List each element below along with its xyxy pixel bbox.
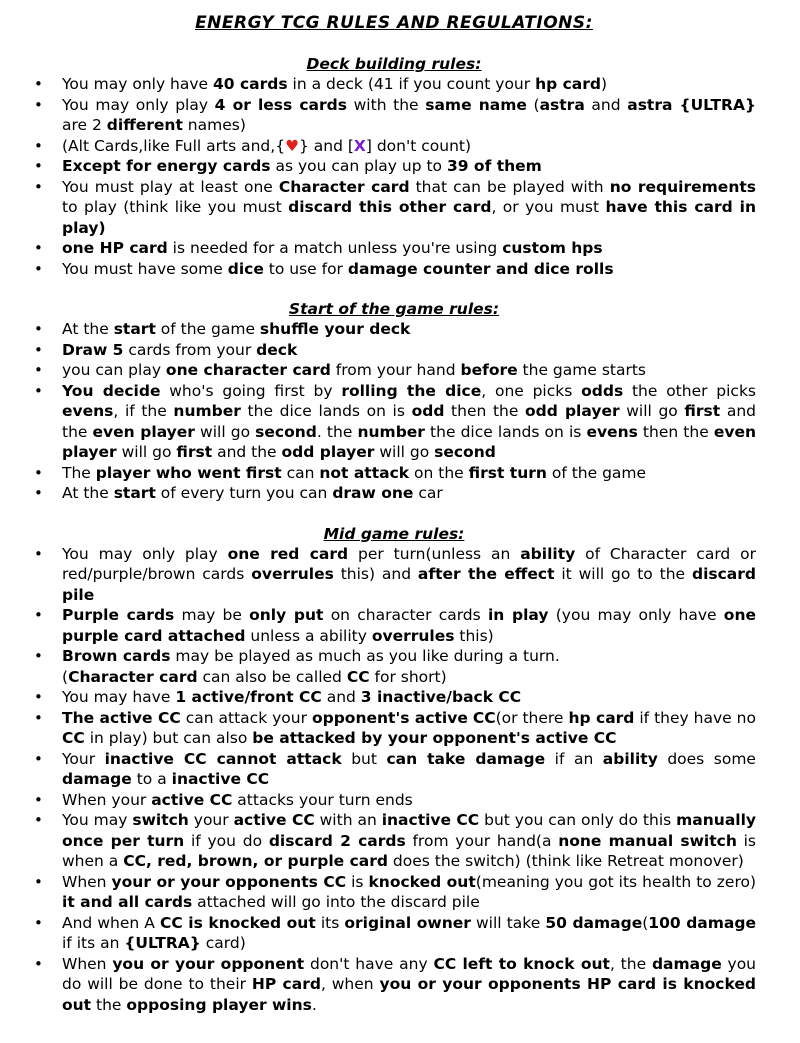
rule-text: can attack your [180, 708, 312, 727]
bold-text: CC is knocked out [160, 913, 316, 932]
bold-text: start [113, 320, 156, 338]
rule-item [32, 483, 756, 504]
bold-text: draw one [332, 484, 414, 502]
rule-item [32, 463, 756, 484]
bold-text: be attacked by your opponent's active CC [252, 729, 617, 747]
rule-text: for short) [369, 667, 447, 686]
rule-text: don't have any [304, 954, 434, 973]
bold-text: odd player [525, 402, 620, 420]
rule-text: will go [116, 443, 177, 461]
bold-text: original owner [344, 913, 471, 932]
rule-text: will take [470, 913, 546, 932]
bold-text: evens [62, 402, 114, 420]
bold-text: only put [249, 606, 324, 624]
bold-text: one red card [227, 544, 349, 563]
rule-text: attached will go into the discard pile [192, 893, 480, 911]
bold-text: after the effect [417, 565, 555, 583]
bold-text: 3 inactive/back CC [360, 688, 522, 706]
rule-text: When [62, 954, 113, 973]
rule-text: the dice lands on is [240, 402, 412, 420]
rule-item [32, 913, 756, 954]
rule-text: will go [619, 402, 685, 420]
rule-text: . the [316, 422, 358, 441]
rule-text: The [62, 463, 96, 482]
bold-text: odd [411, 402, 445, 420]
bold-text: number [357, 422, 425, 441]
bold-text: no requirements [609, 177, 756, 196]
rule-text: this) [454, 626, 494, 645]
bold-text: custom hps [502, 239, 603, 257]
rule-item [32, 238, 756, 259]
bold-text: before [460, 361, 518, 379]
rule-text: on character cards [323, 606, 488, 624]
rule-item [32, 605, 756, 646]
bold-text: {ULTRA} [124, 934, 201, 952]
rule-text: will go [374, 443, 435, 461]
rule-item [32, 156, 756, 177]
rule-text: and the [62, 402, 756, 441]
rule-text: ) [600, 75, 608, 93]
rule-text: You must have some [62, 259, 228, 278]
bold-text: opponent's active [311, 708, 468, 727]
rule-text: ( [62, 667, 69, 686]
rule-text: the game starts [517, 361, 646, 379]
rule-text: can also be called [197, 667, 347, 686]
rule-text: and [584, 95, 628, 114]
bold-text: deck [256, 340, 298, 359]
rule-text: (Alt Cards,like Full arts and,{ [62, 136, 286, 155]
rule-text: to play (think like you must [62, 198, 289, 216]
bold-text: 100 damage [648, 913, 756, 932]
cross-symbol: X [353, 136, 366, 155]
rule-text: , when [320, 975, 380, 993]
rule-text: per turn(unless an [348, 544, 521, 563]
rule-text: you do will be done to their [62, 954, 757, 993]
bold-text: Except for energy cards [62, 157, 271, 175]
bold-text: same name [425, 95, 527, 114]
rule-item [32, 646, 756, 667]
rule-text: of every turn you can [155, 484, 333, 502]
bold-text: damage counter and dice rolls [347, 259, 614, 278]
section-deck-building-rules [32, 54, 756, 279]
bold-text: overrules [371, 626, 455, 645]
rule-item [32, 136, 756, 157]
bold-text: astra [539, 95, 585, 114]
bold-text: even player [62, 422, 757, 461]
rule-list [32, 319, 756, 504]
rule-text: this) and [333, 565, 418, 583]
bold-text: none manual switch [558, 831, 737, 850]
rule-text: names) [182, 116, 246, 134]
bold-text: one HP card [62, 239, 168, 257]
rule-text: the dice lands on is [424, 422, 587, 441]
rule-item [32, 381, 756, 463]
bold-text: Character card [68, 667, 198, 686]
rule-text: it will go to the [554, 565, 692, 583]
rule-text: if an [545, 749, 603, 768]
bold-text: inactive CC [171, 770, 270, 788]
bold-text: different [106, 116, 183, 134]
bold-text: second [255, 422, 317, 441]
rule-text: does the switch) (think like Retreat monover) [387, 852, 744, 870]
rule-text: if you do [184, 831, 269, 850]
rule-text: that can be played with [409, 177, 610, 196]
rule-text: then the [637, 422, 714, 441]
rule-text: and [321, 688, 361, 706]
rule-text: (you may only have [548, 606, 724, 624]
section-heading: Start of the game rules: [288, 300, 500, 318]
bold-text: first [176, 443, 213, 461]
bold-text: inactive CC [381, 811, 480, 829]
bold-text: ability [520, 544, 576, 563]
rule-text: but [341, 749, 387, 768]
rule-text: attacks your turn ends [232, 790, 413, 809]
rule-text: in a deck (41 if you count your [287, 75, 536, 93]
bold-text: first turn [468, 463, 547, 482]
bold-text: second [434, 443, 496, 461]
rule-text: ( [642, 913, 649, 932]
rule-text: you can play [62, 361, 166, 379]
rule-item [32, 872, 756, 913]
bold-text: your or your opponents CC [111, 872, 347, 891]
bold-text: have this card in play) [62, 198, 756, 237]
rule-text: is when a [62, 831, 757, 870]
rule-text: cards from your [123, 340, 257, 359]
rule-text: to a [131, 770, 172, 788]
bold-text: first [684, 402, 721, 420]
bold-text: hp card [568, 708, 635, 727]
bold-text: in play [487, 606, 549, 624]
rule-text: if they have no [634, 708, 756, 727]
bold-text: ability [602, 749, 658, 768]
bold-text: 50 damage [545, 913, 643, 932]
rule-item [32, 319, 756, 340]
rule-list [32, 74, 756, 279]
bold-text: knocked out [368, 872, 476, 891]
rule-text: car [413, 484, 443, 502]
bold-text: one character card [165, 361, 331, 379]
rule-text: ] don't count) [365, 136, 472, 155]
sections-container [32, 54, 756, 1015]
rule-text: if its an [62, 934, 125, 952]
rule-text: can [281, 463, 320, 482]
bold-text: 40 cards [213, 75, 288, 93]
bold-text: dice [227, 259, 264, 278]
rule-text: You may only have [62, 75, 214, 93]
rule-text: but you can only do this [479, 811, 677, 829]
section-start-of-the-game-rules [32, 299, 756, 504]
bold-text: CC [346, 667, 370, 686]
bold-text: odd player [281, 443, 375, 461]
bold-text: 4 or less cards [214, 95, 347, 114]
bold-text: damage [62, 770, 132, 788]
rule-text: from your hand [330, 361, 461, 379]
rule-text: as you can play up to [270, 157, 447, 175]
bold-text: shuffle your deck [259, 320, 411, 338]
bold-text: odds [581, 381, 624, 400]
rule-text: . [311, 995, 317, 1014]
bold-text: HP card [251, 975, 321, 993]
rule-item [32, 544, 756, 606]
rule-list [32, 544, 756, 1016]
rule-text: You may [62, 811, 133, 829]
bold-text: active CC [151, 790, 233, 809]
rule-text: When your [62, 790, 152, 809]
bold-text: one purple card attached [62, 606, 756, 645]
bold-text: number [173, 402, 241, 420]
bold-text: active CC [233, 811, 315, 829]
rule-text: from your hand(a [405, 831, 559, 850]
bold-text: it and all cards [62, 893, 193, 911]
rule-text: with an [314, 811, 382, 829]
rule-text: your [188, 811, 234, 829]
section-heading: Mid game rules: [323, 524, 465, 543]
rule-text: , if the [113, 402, 174, 420]
bold-text: 39 of them [446, 157, 542, 175]
bold-text: you or your opponents HP card is knocked out [62, 975, 756, 1014]
rule-text: and the [212, 443, 282, 461]
rule-text: on the [409, 463, 469, 482]
bold-text: inactive CC cannot attack [104, 749, 342, 768]
rule-text: are 2 [62, 116, 107, 134]
rule-text: who's going first by [160, 381, 342, 400]
rule-text: And when A [62, 913, 160, 932]
rule-item [32, 340, 756, 361]
bold-text: rolling the dice [341, 381, 482, 400]
bold-text: CC [62, 729, 85, 747]
bold-text: even player [92, 422, 195, 441]
bold-text: manually once per turn [62, 811, 757, 850]
bold-text: Brown cards [62, 647, 171, 665]
bold-text: CC [472, 708, 496, 727]
rule-item [32, 790, 756, 811]
rule-item [32, 708, 756, 749]
bold-text: Character card [278, 177, 410, 196]
rule-item [32, 74, 756, 95]
bold-text: 1 active/front CC [175, 688, 322, 706]
rule-text: ( [526, 95, 540, 114]
rule-item [32, 810, 756, 872]
bold-text: You decide [62, 381, 161, 400]
bold-text: astra {ULTRA} [627, 95, 757, 114]
bold-text: evens [586, 422, 638, 441]
rule-item [32, 259, 756, 280]
rule-text: to use for [263, 259, 348, 278]
rule-text: may be [174, 606, 250, 624]
bold-text: can take damage [386, 749, 546, 768]
rule-item [32, 177, 756, 239]
rule-text: You may only play [62, 544, 228, 563]
bold-text: damage [651, 954, 722, 973]
rule-item [32, 360, 756, 381]
rule-text: is [346, 872, 369, 891]
document-title: ENERGY TCG RULES AND REGULATIONS: [195, 13, 593, 33]
bold-text: player who went first [95, 463, 282, 482]
rule-item [32, 749, 756, 790]
rule-item [32, 687, 756, 708]
bold-text: The active CC [62, 708, 181, 727]
heart-symbol: ♥ [285, 136, 299, 155]
bold-text: discard 2 cards [268, 831, 406, 850]
bold-text: start [113, 484, 156, 502]
section-mid-game-rules [32, 524, 756, 1016]
bold-text: hp card [535, 75, 601, 93]
bold-text: discard this other card [288, 198, 492, 216]
bold-text: discard pile [62, 565, 756, 604]
rule-text: At the [62, 320, 114, 338]
bold-text: overrules [251, 565, 334, 583]
rule-text: } and [ [298, 136, 354, 155]
bold-text: Purple cards [62, 606, 175, 624]
rule-text: its [315, 913, 345, 932]
bold-text: you or your opponent [112, 954, 305, 973]
rule-text: will go [194, 422, 256, 441]
rule-text: does some [657, 749, 756, 768]
rule-text: is needed for a match unless you're using [167, 239, 503, 257]
bold-text: switch [132, 811, 189, 829]
rule-text: the [91, 995, 127, 1014]
rule-text: You may have [62, 688, 176, 706]
rule-text: of the game [546, 463, 647, 482]
rule-text: (or there [495, 708, 569, 727]
rule-text: the other picks [623, 381, 756, 400]
rule-text: Your [62, 749, 105, 768]
bold-text: CC left to knock out [433, 954, 610, 973]
bold-text: not attack [319, 463, 410, 482]
rule-text: card) [200, 934, 246, 952]
rule-text: , or you must [491, 198, 606, 216]
rule-text: , one picks [481, 381, 582, 400]
rule-item [32, 667, 756, 688]
bold-text: opposing player wins [126, 995, 312, 1014]
rule-text: with the [346, 95, 426, 114]
rule-text: then the [444, 402, 526, 420]
rule-item [32, 954, 756, 1016]
section-heading: Deck building rules: [306, 55, 482, 73]
rule-text: unless a ability [245, 626, 372, 645]
rule-text: You must play at least one [62, 177, 279, 196]
bold-text: Draw 5 [62, 340, 124, 359]
bold-text: CC, red, brown, or purple card [123, 852, 388, 870]
rule-text: may be played as much as you like during a turn. [170, 647, 560, 665]
rule-text: of the game [155, 320, 260, 338]
rule-text: You may only play [62, 95, 215, 114]
rule-text: When [62, 872, 112, 891]
rule-text: , the [609, 954, 652, 973]
rule-item [32, 95, 756, 136]
rule-text: of Character card or red/purple/brown cards [62, 544, 756, 583]
rule-text: (meaning you got its health to zero) [475, 872, 757, 891]
rule-text: At the [62, 484, 114, 502]
rule-text: in play) but can also [84, 729, 253, 747]
